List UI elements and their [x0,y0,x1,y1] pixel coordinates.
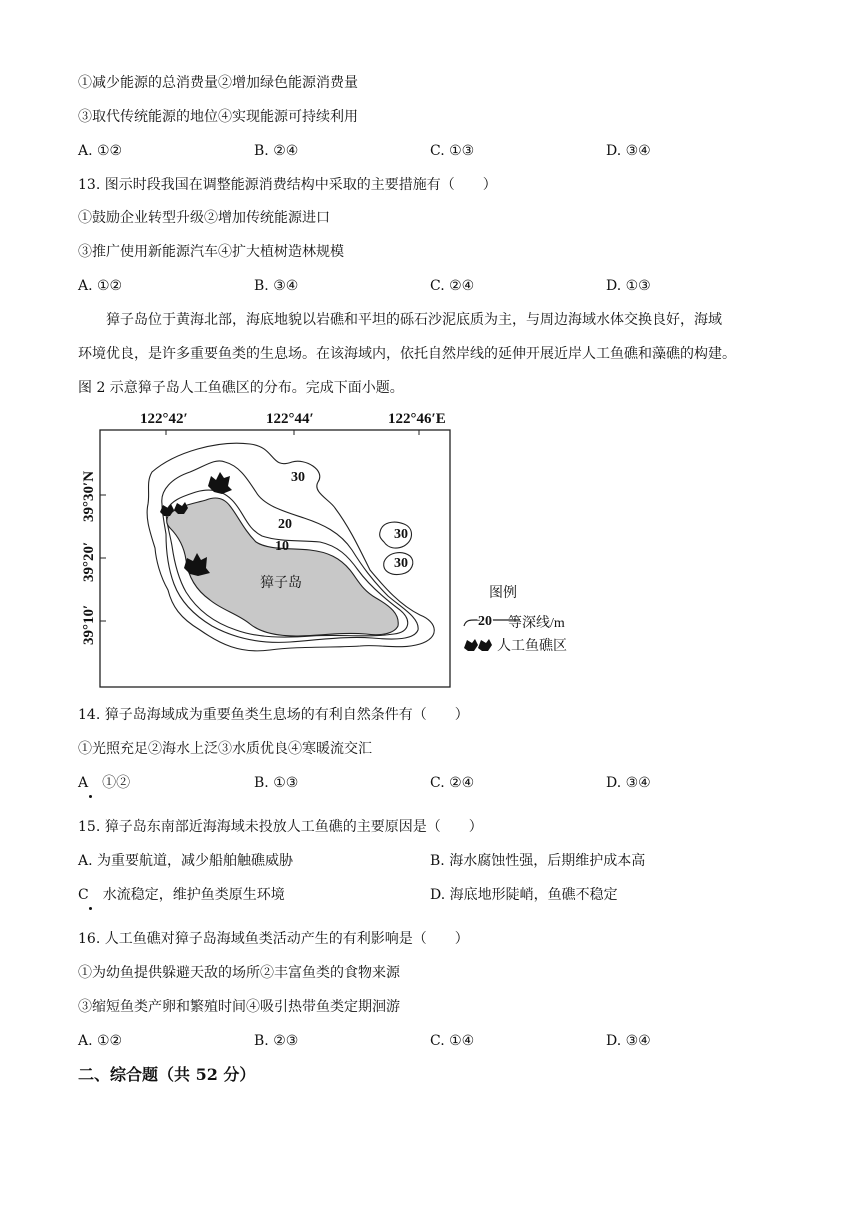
q13-option-d: D. ①③ [606,278,651,294]
passage [78,303,788,405]
q14-option-d: D. ③④ [606,775,651,791]
q16-statement-2: ③缩短鱼类产卵和繁殖时间④吸引热带鱼类定期洄游 [78,999,400,1015]
passage-line-2: 环境优良，是许多重要鱼类的生息场。在该海域内，依托自然岸线的延伸开展近岸人工鱼礁和藻礁的构建。 [78,346,736,362]
q15-option-a: A. 为重要航道，减少船舶触礁威胁 [78,853,294,869]
q14-option-b: B. ①③ [254,775,299,791]
q12-option-d: D. ③④ [606,143,651,159]
section-2-heading: 二、综合题（共 52 分） [78,1065,256,1084]
lat-label-2: 39°20′ [81,541,97,582]
q13-question: 13. 图示时段我国在调整能源消费结构中采取的主要措施有（ ） [78,177,497,193]
q12-statement-1: ①减少能源的总消费量②增加绿色能源消费量 [78,75,358,91]
q13-option-a: A. ①② [78,278,123,294]
lon-label-1: 122°42′ [140,411,188,427]
q16-option-c: C. ①④ [430,1033,475,1049]
lon-label-2: 122°44′ [266,411,314,427]
legend-reef-text: 人工鱼礁区 [497,639,567,654]
q16-statement-1: ①为幼鱼提供躲避天敌的场所②丰富鱼类的食物来源 [78,965,400,981]
legend-reef-icon [464,639,492,651]
q12-option-b: B. ②④ [254,143,299,159]
contour-label-10: 10 [275,539,289,554]
q13-statement-2: ③推广使用新能源汽车④扩大植树造林规模 [78,244,344,260]
q14-option-a-dot [89,795,92,798]
contour-label-30: 30 [291,470,305,485]
q15-option-c: C 水流稳定，维护鱼类原生环境 [78,887,285,903]
q12-option-c: C. ①③ [430,143,475,159]
q16-option-d: D. ③④ [606,1033,651,1049]
q14-question: 14. 獐子岛海域成为重要鱼类生息场的有利自然条件有（ ） [78,707,469,723]
q13-option-c: C. ②④ [430,278,475,294]
contour-label-30-islet-1: 30 [394,527,408,542]
q13-option-b: B. ③④ [254,278,299,294]
lat-label-3: 39°10′ [81,604,97,645]
q16-option-b: B. ②③ [254,1033,299,1049]
contour-label-20: 20 [278,517,292,532]
q15-question: 15. 獐子岛东南部近海海域未投放人工鱼礁的主要原因是（ ） [78,819,483,835]
passage-line-3: 图 2 示意獐子岛人工鱼礁区的分布。完成下面小题。 [78,380,404,396]
lon-label-3: 122°46′E [388,411,446,427]
q15-option-d: D. 海底地形陡峭，鱼礁不稳定 [430,887,618,903]
reef-map-figure [0,400,860,700]
legend-contour-text: 等深线/m [508,616,565,631]
q13-statement-1: ①鼓励企业转型升级②增加传统能源进口 [78,210,330,226]
q15-option-b: B. 海水腐蚀性强，后期维护成本高 [430,853,646,869]
q12-option-a: A. ①② [78,143,123,159]
q14-option-c: C. ②④ [430,775,475,791]
lat-label-1: 39°30′N [81,470,97,522]
q16-option-a: A. ①② [78,1033,123,1049]
island-name: 獐子岛 [260,576,302,591]
legend-contour-value: 20 [478,614,492,629]
q15-option-c-dot [89,907,92,910]
contour-label-30-islet-2: 30 [394,556,408,571]
q14-option-a: A ①② [78,775,131,791]
passage-line-1: 獐子岛位于黄海北部，海底地貌以岩礁和平坦的砾石沙泥底质为主，与周边海域水体交换良好，海域 [78,312,722,328]
q16-question: 16. 人工鱼礁对獐子岛海域鱼类活动产生的有利影响是（ ） [78,931,469,947]
q12-statement-2: ③取代传统能源的地位④实现能源可持续利用 [78,109,358,125]
legend-title: 图例 [489,586,517,601]
q14-statement: ①光照充足②海水上泛③水质优良④寒暖流交汇 [78,741,372,757]
